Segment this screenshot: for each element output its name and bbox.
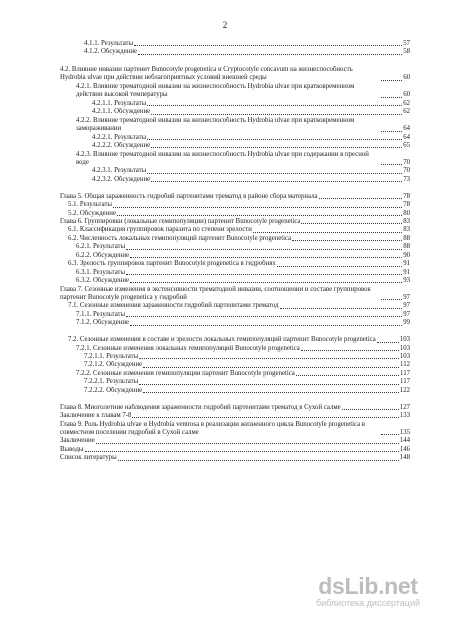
- toc-entry-title: 7.1.2. Обсуждение: [76, 319, 130, 327]
- toc-entry-title: 4.1.1. Результаты: [84, 40, 134, 47]
- toc-entry-title: Заключение к главам 7-8: [60, 411, 132, 419]
- toc-dot-leader: [126, 248, 402, 250]
- toc-dot-leader: [138, 53, 402, 55]
- toc-entry: [60, 328, 410, 345]
- watermark-logo: dsLib.net: [318, 573, 418, 599]
- toc-dot-leader: [139, 383, 399, 385]
- toc-entry: [60, 446, 410, 454]
- toc-dot-leader: [292, 239, 402, 241]
- toc-entry-page: 83: [403, 218, 410, 226]
- toc-dot-leader: [126, 273, 402, 275]
- toc-entry: [60, 353, 410, 361]
- toc-entry-page: 103: [399, 336, 410, 344]
- toc-dot-leader: [139, 357, 399, 359]
- toc-dot-leader: [381, 163, 402, 165]
- toc-entry-page: 112: [400, 361, 410, 369]
- toc-entry-title: 7.2.2.2. Обсуждение: [84, 386, 143, 394]
- toc-entry-title: 6.1. Классификация группировок паразита по степени зрелости: [68, 226, 252, 234]
- toc-entry-page: 65: [403, 142, 410, 150]
- toc-entry-page: 90: [403, 251, 410, 259]
- toc-entry-title: 6.2.1. Результаты: [76, 243, 126, 251]
- toc-entry-title: 4.2. Влияние инвазии партенит Bunocotyle progenetica и Cryptocotyle concavum на жизнеспособность Hydrobia ulvae при действии неблагоприятных условий внешней среды: [60, 66, 353, 82]
- toc-dot-leader: [117, 214, 402, 216]
- toc-dot-leader: [132, 416, 398, 418]
- toc-dot-leader: [319, 197, 403, 199]
- toc-entry-title: 6.3.2. Обсуждение: [76, 276, 130, 284]
- toc-entry: [60, 100, 410, 108]
- toc-entry-title: 4.1.2. Обсуждение: [84, 48, 138, 56]
- toc-dot-leader: [277, 265, 402, 267]
- toc-entry: [60, 201, 410, 209]
- toc-entry: [60, 150, 410, 167]
- watermark: [302, 573, 434, 608]
- toc-entry-page: 97: [403, 293, 410, 301]
- toc-dot-leader: [377, 341, 399, 343]
- toc-entry: [60, 57, 410, 83]
- toc-entry-title: 4.2.1.1. Обсуждение: [92, 108, 151, 116]
- toc-entry-page: 80: [403, 209, 410, 217]
- table-of-contents: [60, 40, 410, 463]
- toc-entry-page: 144: [399, 437, 410, 445]
- toc-entry: [60, 319, 410, 327]
- toc-dot-leader: [130, 281, 402, 283]
- toc-entry-title: 7.2. Сезонные изменения в составе и зрелости локальных гемипопуляций партенит Bunocotyle progenetica: [68, 336, 376, 344]
- toc-entry: [60, 142, 410, 150]
- toc-entry-page: 83: [403, 226, 410, 234]
- toc-dot-leader: [96, 442, 399, 444]
- toc-entry: [60, 40, 410, 48]
- toc-entry-title: 6.3. Зрелость группировок партенит Bunocotyle progenetica в гидробиях: [68, 260, 276, 268]
- toc-entry: [60, 412, 410, 420]
- toc-dot-leader: [113, 206, 402, 208]
- toc-entry: [60, 311, 410, 319]
- toc-dot-leader: [134, 44, 402, 46]
- toc-entry-page: 70: [403, 159, 410, 167]
- toc-entry: [60, 361, 410, 369]
- toc-entry-page: 70: [403, 167, 410, 175]
- toc-entry-title: 4.2.2.2. Обсуждение: [92, 142, 151, 150]
- toc-entry: [60, 167, 410, 175]
- toc-entry: [60, 345, 410, 353]
- watermark-subtitle: библиотека диссертаций: [315, 598, 420, 608]
- toc-dot-leader: [147, 138, 402, 140]
- toc-dot-leader: [85, 450, 399, 452]
- toc-entry-title: 4.2.1. Влияние трематодной инвазии на жизнеспособность Hydrobia ulvae при кратковременном действии высокой температуры: [76, 83, 355, 99]
- toc-entry-title: 4.2.3.2. Обсуждение: [92, 175, 151, 183]
- toc-entry: [60, 83, 410, 100]
- toc-entry: [60, 243, 410, 251]
- toc-entry: [60, 277, 410, 285]
- toc-entry: [60, 378, 410, 386]
- toc-entry-title: 6.2.2. Обсуждение: [76, 251, 130, 259]
- toc-entry-title: 6.3.1. Результаты: [76, 268, 126, 276]
- toc-entry: [60, 210, 410, 218]
- toc-dot-leader: [301, 349, 399, 351]
- toc-entry-page: 64: [403, 133, 410, 141]
- toc-entry-title: Выводы: [60, 445, 84, 453]
- toc-entry: [60, 218, 410, 226]
- toc-dot-leader: [381, 298, 402, 300]
- toc-dot-leader: [143, 391, 399, 393]
- toc-dot-leader: [151, 146, 402, 148]
- toc-entry-page: 60: [403, 74, 410, 82]
- toc-dot-leader: [130, 324, 402, 326]
- toc-entry-page: 97: [403, 310, 410, 318]
- toc-dot-leader: [253, 231, 402, 233]
- toc-entry-page: 117: [400, 378, 410, 386]
- toc-dot-leader: [342, 408, 399, 410]
- toc-entry-title: 6.2. Численность локальных гемипопуляций партенит Bunocotyle progenetica: [68, 234, 292, 242]
- toc-entry-title: Глава 6. Группировки (локальные гемипопуляции) партенит Bunocotyle progenetica: [60, 218, 301, 226]
- toc-entry-page: 62: [403, 108, 410, 116]
- toc-entry-page: 146: [399, 445, 410, 453]
- toc-entry-page: 99: [403, 319, 410, 327]
- toc-dot-leader: [280, 307, 403, 309]
- toc-entry: [60, 134, 410, 142]
- toc-entry-title: 5.1. Результаты: [68, 201, 112, 209]
- toc-entry-title: Глава 7. Сезонные изменения в экстенсивности трематодной инвазии, соотношении и составе группировок партенит Bunocotyle progenetica у гидробий: [60, 285, 371, 301]
- toc-entry: [60, 437, 410, 445]
- toc-entry-title: 7.2.1.2. Обсуждение: [84, 361, 143, 369]
- toc-entry: [60, 285, 410, 302]
- toc-entry-title: 7.1. Сезонные изменения зараженности гидробий партенитами трематод: [68, 302, 279, 310]
- toc-dot-leader: [147, 172, 402, 174]
- toc-entry-page: 93: [403, 276, 410, 284]
- toc-entry-page: 78: [403, 192, 410, 200]
- toc-entry-page: 117: [400, 369, 410, 377]
- toc-entry-page: 73: [403, 175, 410, 183]
- toc-entry: [60, 226, 410, 234]
- toc-dot-leader: [301, 222, 402, 224]
- toc-entry-title: Глава 8. Многолетние наблюдения зараженности гидробий партенитами трематод в Сухой салме: [60, 403, 341, 411]
- toc-entry: [60, 176, 410, 184]
- toc-dot-leader: [130, 256, 402, 258]
- toc-entry-page: 78: [403, 201, 410, 209]
- toc-entry-title: 5.2. Обсуждение: [68, 209, 116, 217]
- toc-entry-page: 57: [403, 40, 410, 47]
- toc-entry: [60, 454, 410, 462]
- toc-entry-page: 133: [399, 411, 410, 419]
- toc-entry-title: Список литературы: [60, 454, 117, 462]
- toc-entry-title: 7.2.2.1. Результаты: [84, 378, 139, 386]
- toc-entry-title: Глава 9. Роль Hydrobia ulvae и Hydrobia ventrosa в реализации жизненного цикла Bunocotyle progenetica в совместном поселении гидробий в Сухой салме: [60, 420, 366, 436]
- toc-entry-page: 97: [403, 302, 410, 310]
- toc-entry-page: 148: [399, 454, 410, 462]
- toc-entry-page: 64: [403, 125, 410, 133]
- toc-entry: [60, 420, 410, 437]
- toc-entry: [60, 108, 410, 116]
- toc-entry: [60, 387, 410, 395]
- toc-entry-page: 135: [399, 428, 410, 436]
- toc-entry-page: 58: [403, 48, 410, 56]
- toc-dot-leader: [381, 130, 402, 132]
- toc-entry-title: 4.2.1.1. Результаты: [92, 99, 147, 107]
- toc-entry-title: 4.2.2. Влияние трематодной инвазии на жизнеспособность Hydrobia ulvae при кратковременном замораживании: [76, 116, 355, 133]
- toc-dot-leader: [126, 315, 402, 317]
- toc-entry-page: 127: [399, 403, 410, 411]
- toc-dot-leader: [381, 79, 402, 81]
- toc-entry-title: 4.2.2.1. Результаты: [92, 133, 147, 141]
- toc-entry: [60, 184, 410, 201]
- toc-entry: [60, 302, 410, 310]
- toc-dot-leader: [147, 104, 402, 106]
- toc-dot-leader: [296, 374, 399, 376]
- toc-dot-leader: [381, 433, 399, 435]
- toc-entry: [60, 48, 410, 56]
- toc-entry: [60, 269, 410, 277]
- page-number: 2: [222, 20, 228, 30]
- toc-entry-page: 103: [399, 344, 410, 352]
- toc-entry-title: 7.2.1.1. Результаты: [84, 352, 139, 360]
- toc-entry: [60, 370, 410, 378]
- toc-entry-page: 88: [403, 243, 410, 251]
- toc-entry-page: 91: [403, 260, 410, 268]
- toc-entry-title: 7.2.2. Сезонные изменения гемипопуляции партенит Bunocotyle progenetica: [76, 369, 295, 377]
- toc-entry-page: 122: [399, 386, 410, 394]
- toc-entry: [60, 260, 410, 268]
- toc-entry: [60, 395, 410, 412]
- toc-entry: [60, 235, 410, 243]
- toc-entry-title: Глава 5. Общая зараженность гидробий партенитами трематод в районе сбора материала: [60, 192, 318, 200]
- toc-entry-title: 7.1.1. Результаты: [76, 310, 126, 318]
- toc-entry-page: 88: [403, 234, 410, 242]
- toc-entry-page: 91: [403, 268, 410, 276]
- toc-entry-title: 7.2.1. Сезонные изменения локальных гемипопуляций Bunocotyle progenetica: [76, 344, 300, 352]
- toc-dot-leader: [151, 113, 402, 115]
- toc-entry-title: 4.2.3.1. Результаты: [92, 167, 147, 175]
- toc-entry: [60, 117, 410, 134]
- toc-dot-leader: [381, 96, 402, 98]
- toc-entry-page: 60: [403, 91, 410, 99]
- toc-entry-page: 103: [399, 352, 410, 360]
- toc-entry-title: 4.2.3. Влияние трематодной инвазии на жизнеспособность Hydrobia ulvae при содержании в пресной воде: [76, 150, 369, 167]
- toc-entry: [60, 252, 410, 260]
- toc-entry-page: 62: [403, 99, 410, 107]
- toc-dot-leader: [118, 459, 399, 461]
- toc-entry-title: Заключение: [60, 437, 95, 445]
- toc-dot-leader: [151, 180, 402, 182]
- toc-dot-leader: [143, 366, 399, 368]
